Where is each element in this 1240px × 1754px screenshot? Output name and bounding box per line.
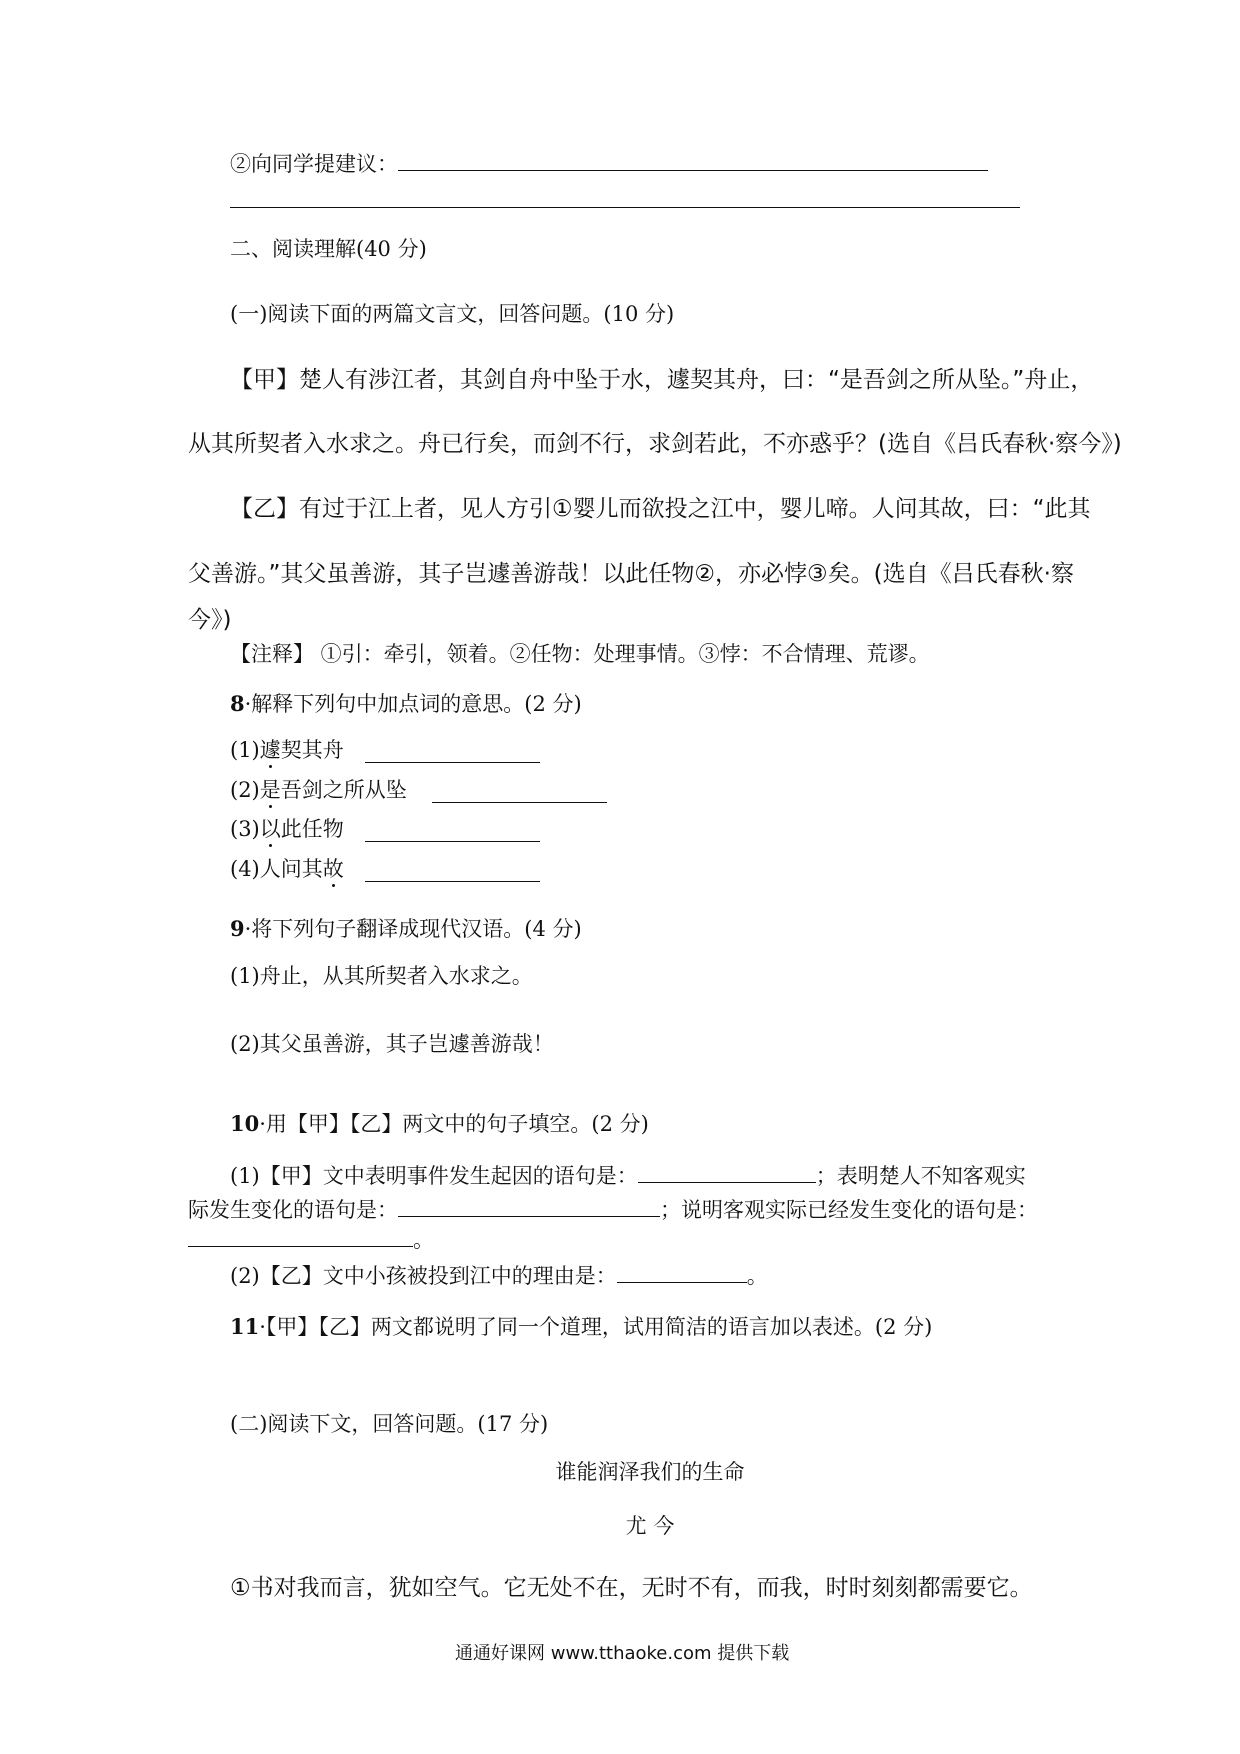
q10-line-2: 际发生变化的语句是： ；说明客观实际已经发生变化的语句是： [188, 1198, 1038, 1222]
passage-yi-line-3: 今》) [188, 607, 232, 633]
passage-yi-line-2: 父善游。”其父虽善游，其子岂遽善游哉！以此任物②，亦必悖③矣。(选自《吕氏春秋·察 [188, 561, 1074, 587]
part1-intro: (一)阅读下面的两篇文言文，回答问题。(10 分) [230, 302, 675, 326]
question-number: 11 [230, 1314, 260, 1339]
part2-intro: (二)阅读下文，回答问题。(17 分) [230, 1412, 549, 1436]
question-prompt: ·【甲】【乙】两文都说明了同一个道理，试用简洁的语言加以表述。(2 分) [259, 1315, 933, 1339]
dotted-word: 故 [322, 857, 344, 881]
question-11 [230, 1313, 932, 1341]
q9-item-1: (1)舟止，从其所契者入水求之。 [230, 964, 533, 988]
q10-line-1: (1)【甲】文中表明事件发生起因的语句是： ；表明楚人不知客观实 [230, 1164, 1026, 1188]
page-footer: 通通好课网 www.tthaoke.com 提供下载 [455, 1643, 790, 1664]
q8-answer-blank-2[interactable] [432, 782, 607, 803]
suggestion-line [230, 150, 988, 178]
q10-answer-blank-1[interactable] [638, 1162, 816, 1183]
section-heading: 二、阅读理解(40 分) [230, 237, 427, 261]
q8-item-2: (2)是吾剑之所从坠 [230, 778, 407, 802]
passage-jia-line-1: 【甲】楚人有涉江者，其剑自舟中坠于水，遽契其舟，曰：“是吾剑之所从坠。”舟止， [230, 367, 1094, 393]
q8-answer-blank-1[interactable] [365, 742, 540, 763]
q8-answer-blank-3[interactable] [365, 821, 540, 842]
question-9 [230, 915, 582, 943]
article-author: 尤 今 [625, 1514, 675, 1538]
question-prompt: ·解释下列句中加点词的意思。(2 分) [244, 692, 582, 716]
q10-line-4: (2)【乙】文中小孩被投到江中的理由是： 。 [230, 1264, 768, 1288]
annotation-notes: 【注释】 ①引：牵引，领着。②任物：处理事情。③悖：不合情理、荒谬。 [230, 642, 930, 666]
question-number: 8 [230, 691, 245, 716]
q8-item-4: (4)人问其故 [230, 857, 344, 881]
q9-item-2: (2)其父虽善游，其子岂遽善游哉！ [230, 1032, 554, 1056]
passage-yi-line-1: 【乙】有过于江上者，见人方引①婴儿而欲投之江中，婴儿啼。人问其故，曰：“此其 [230, 496, 1091, 522]
article-title: 谁能润泽我们的生命 [555, 1460, 745, 1484]
q10-line-3: 。 [188, 1226, 434, 1254]
q8-item-1: (1)遽契其舟 [230, 738, 344, 762]
suggestion-answer-line-2[interactable] [230, 207, 1020, 208]
q10-answer-blank-2[interactable] [398, 1196, 660, 1217]
q10-answer-blank-4[interactable] [617, 1262, 747, 1283]
suggestion-label: ②向同学提建议： [230, 152, 398, 176]
question-10 [230, 1110, 649, 1138]
passage-jia-line-2: 从其所契者入水求之。舟已行矣，而剑不行，求剑若此，不亦惑乎？(选自《吕氏春秋·察今》) [188, 431, 1122, 457]
question-number: 10 [230, 1111, 260, 1136]
article-paragraph-1: ①书对我而言，犹如空气。它无处不在，无时不有，而我，时时刻刻都需要它。 [230, 1575, 1033, 1601]
dotted-word: 以 [259, 817, 281, 841]
question-prompt: ·将下列句子翻译成现代汉语。(4 分) [244, 917, 582, 941]
q8-answer-blank-4[interactable] [365, 861, 540, 882]
question-prompt: ·用【甲】【乙】两文中的句子填空。(2 分) [259, 1112, 649, 1136]
question-number: 9 [230, 916, 245, 941]
q8-item-3: (3)以此任物 [230, 817, 344, 841]
q10-answer-blank-3[interactable] [188, 1226, 413, 1247]
dotted-word: 遽 [259, 738, 281, 762]
question-8 [230, 690, 582, 718]
dotted-word: 是 [259, 778, 281, 802]
suggestion-answer-blank[interactable] [398, 150, 988, 171]
